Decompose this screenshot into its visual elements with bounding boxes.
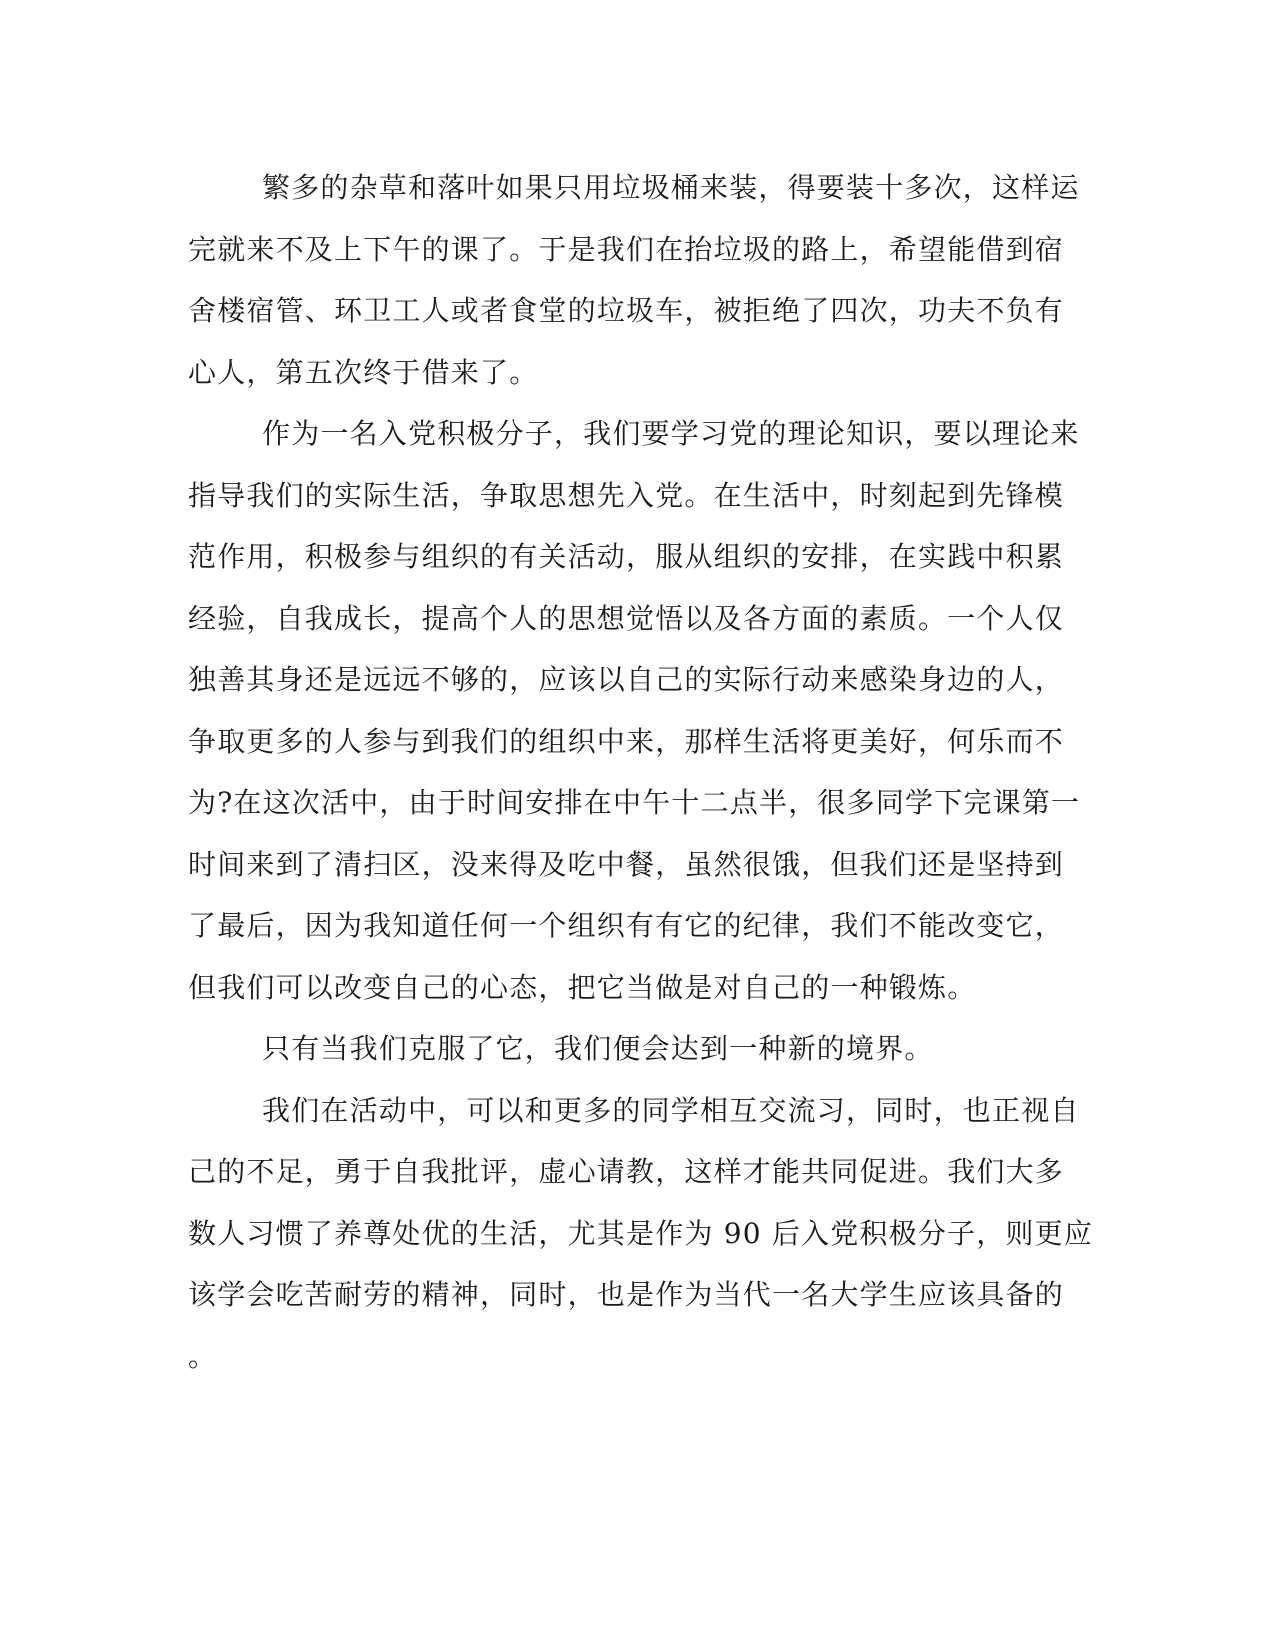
text-line: 经验，自我成长，提高个人的思想觉悟以及各方面的素质。一个人仅: [188, 601, 1065, 635]
text-line: 指导我们的实际生活，争取思想先入党。在生活中，时刻起到先锋模: [188, 478, 1065, 512]
text-line: 独善其身还是远远不够的，应该以自己的实际行动来感染身边的人，: [188, 663, 1065, 696]
paragraph-4: [188, 1080, 1094, 1388]
text-line: 繁多的杂草和落叶如果只用垃圾桶来装，得要装十多次，这样运: [262, 171, 1080, 204]
text-line: 争取更多的人参与到我们的组织中来，那样生活将更美好，何乐而不: [188, 724, 1065, 758]
text-line: 。: [188, 1339, 218, 1373]
text-line: 该学会吃苦耐劳的精神，同时，也是作为当代一名大学生应该具备的: [188, 1278, 1065, 1311]
text-line: 为?在这次活中，由于时间安排在中午十二点半，很多同学下完课第一: [188, 786, 1081, 819]
text-line: 了最后，因为我知道任何一个组织有有它的纪律，我们不能改变它，: [188, 909, 1065, 942]
text-line: 完就来不及上下午的课了。于是我们在抬垃圾的路上，希望能借到宿: [188, 232, 1065, 266]
text-line: 但我们可以改变自己的心态，把它当做是对自己的一种锻炼。: [188, 970, 977, 1004]
text-line: 心人，第五次终于借来了。: [188, 355, 539, 389]
text-line: 我们在活动中，可以和更多的同学相互交流习，同时，也正视自: [262, 1093, 1080, 1127]
paragraph-3: [188, 1018, 1088, 1080]
text-line: 只有当我们克服了它，我们便会达到一种新的境界。: [262, 1032, 934, 1065]
text-line: 范作用，积极参与组织的有关活动，服从组织的安排，在实践中积累: [188, 540, 1065, 573]
paragraph-1: [188, 157, 1088, 403]
text-line: 己的不足，勇于自我批评，虚心请教，这样才能共同促进。我们大多: [188, 1155, 1065, 1188]
paragraph-2: [188, 403, 1088, 1018]
document-body: [188, 157, 1094, 1387]
text-line: 数人习惯了养尊处优的生活，尤其是作为 90 后入党积极分子，则更应: [188, 1216, 1094, 1250]
text-line: 舍楼宿管、环卫工人或者食堂的垃圾车，被拒绝了四次，功夫不负有: [188, 294, 1065, 327]
text-line: 作为一名入党积极分子，我们要学习党的理论知识，要以理论来: [262, 417, 1080, 450]
text-line: 时间来到了清扫区，没来得及吃中餐，虽然很饿，但我们还是坚持到: [188, 847, 1065, 881]
